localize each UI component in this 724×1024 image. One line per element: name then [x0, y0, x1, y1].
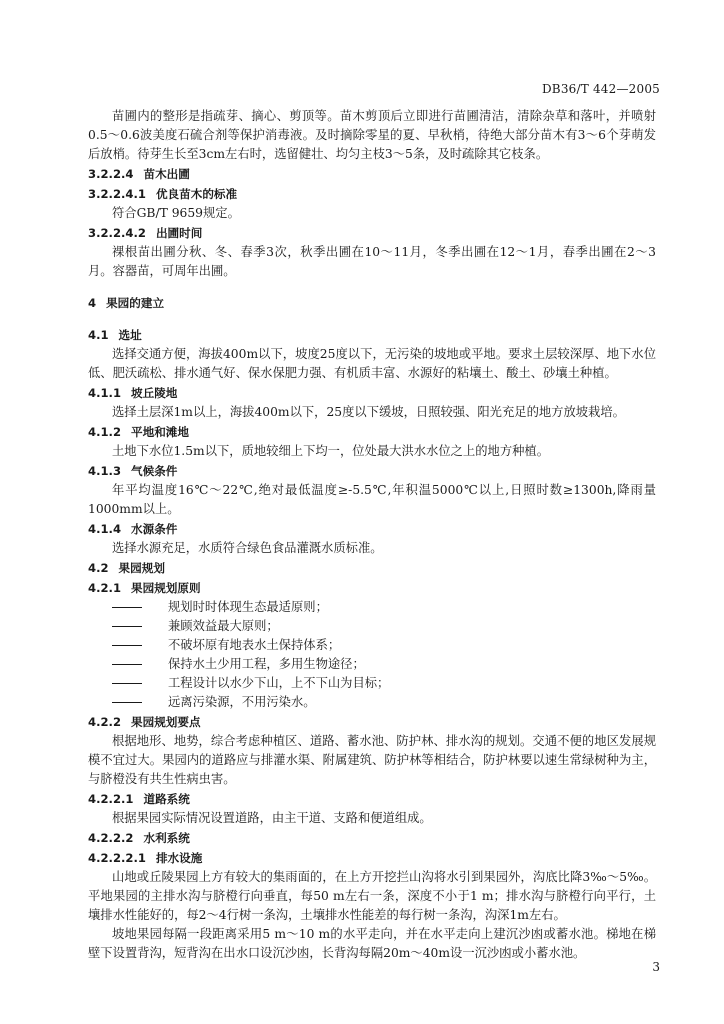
list-item — [88, 655, 656, 674]
section-heading — [88, 185, 656, 204]
section-heading — [88, 423, 656, 442]
section-number: 3.2.2.4.1 — [88, 187, 146, 201]
dash-bullet — [112, 598, 168, 617]
section-title: 水利系统 — [143, 831, 190, 845]
section-heading — [88, 326, 656, 345]
section-number: 4.2.1 — [88, 581, 122, 595]
paragraph: 选择土层深1m以上，海拔400m以下，25度以下缓坡，日照较强、阳光充足的地方放坡栽培。 — [112, 405, 625, 419]
list-item-text: 兼顾效益最大原则； — [168, 619, 279, 633]
section-title: 排水设施 — [155, 851, 203, 865]
list-item-text: 不破坏原有地表水土保持体系； — [168, 638, 341, 652]
list-item — [88, 674, 656, 693]
section-title: 选址 — [118, 328, 142, 342]
list-item-text: 保持水土少用工程，多用生物途径； — [168, 657, 365, 671]
paragraph: 土地下水位1.5m以下，质地较细上下均一，位处最大洪水水位之上的地方种植。 — [112, 444, 550, 458]
document-code-header: DB36/T 442—2005 — [541, 82, 660, 96]
paragraph: 选择交通方便，海拔400m以下，坡度25度以下，无污染的坡地或平地。要求土层较深厚、地下水位低、肥沃疏松、排水通气好、保水保肥力强、有机质丰富、水源好的粘壤土、酸土、砂壤土种植。 — [88, 347, 656, 380]
dash-bullet — [112, 636, 168, 655]
section-heading — [88, 165, 656, 184]
section-title: 道路系统 — [143, 792, 190, 806]
section-heading — [88, 579, 656, 598]
section-title: 气候条件 — [131, 464, 178, 478]
section-number: 3.2.2.4 — [88, 167, 134, 181]
document-body — [88, 107, 656, 963]
section-title: 坡丘陵地 — [131, 386, 178, 400]
paragraph: 选择水源充足，水质符合绿色食品灌溉水质标准。 — [112, 541, 383, 555]
section-number: 4 — [88, 296, 97, 310]
paragraph: 根据果园实际情况设置道路，由主干道、支路和便道组成。 — [112, 811, 432, 825]
section-spacer — [88, 313, 656, 325]
section-number: 4.2 — [88, 561, 109, 575]
list-item — [88, 636, 656, 655]
section-heading — [88, 384, 656, 403]
dash-bullet — [112, 693, 168, 712]
section-title: 果园规划原则 — [131, 581, 201, 595]
list-item — [88, 693, 656, 712]
section-number: 4.1.3 — [88, 464, 122, 478]
section-number: 4.1 — [88, 328, 109, 342]
section-title: 果园规划要点 — [131, 715, 201, 729]
page-number: 3 — [652, 960, 660, 974]
section-heading — [88, 559, 656, 578]
section-title: 果园规划 — [118, 561, 165, 575]
section-title: 果园的建立 — [106, 296, 165, 310]
paragraph: 裸根苗出圃分秋、冬、春季3次，秋季出圃在10～11月，冬季出圃在12～1月，春季出圃在2～3月。容器苗，可周年出圃。 — [88, 245, 656, 278]
list-item-text: 远离污染源，不用污染水。 — [168, 695, 316, 709]
dash-bullet — [112, 617, 168, 636]
section-heading — [88, 520, 656, 539]
section-number: 4.1.2 — [88, 425, 122, 439]
section-heading — [88, 790, 656, 809]
paragraph: 山地或丘陵果园上方有较大的集雨面的，在上方开挖拦山沟将水引到果园外，沟底比降3‰～5‰。平地果园的主排水沟与脐橙行向垂直，每50 m左右一条，深度不小于1 m；排水沟与脐橙行向平行，土壤排水性能好的，每2～4行树一条沟，土壤排水性能差的每行树一条沟，沟深1m左右。 — [88, 870, 656, 922]
list-item — [88, 598, 656, 617]
list-item-text: 规划时时体现生态最适原则； — [168, 600, 328, 614]
section-title: 出圃时间 — [155, 226, 203, 240]
list-item-text: 工程设计以水少下山，上不下山为目标； — [168, 676, 390, 690]
paragraph: 坡地果园每隔一段距离采用5 m～10 m的水平走向，并在水平走向上建沉沙凼或蓄水池。梯地在梯壁下设置背沟，短背沟在出水口设沉沙凼，长背沟每隔20m～40m设一沉沙凼或小蓄水池。 — [88, 927, 656, 960]
dash-bullet — [112, 674, 168, 693]
section-heading — [88, 224, 656, 243]
section-number: 4.2.2 — [88, 715, 122, 729]
list-item — [88, 617, 656, 636]
section-heading — [88, 713, 656, 732]
section-heading — [88, 829, 656, 848]
section-number: 4.1.1 — [88, 386, 122, 400]
section-number: 3.2.2.4.2 — [88, 226, 146, 240]
section-number: 4.1.4 — [88, 522, 122, 536]
paragraph: 年平均温度16℃～22℃,绝对最低温度≥-5.5℃,年积温5000℃以上,日照时数≥1300h,降雨量1000mm以上。 — [88, 483, 656, 516]
section-heading — [88, 462, 656, 481]
section-title: 苗木出圃 — [143, 167, 190, 181]
paragraph: 符合GB/T 9659规定。 — [112, 206, 240, 220]
dash-bullet — [112, 655, 168, 674]
section-title: 平地和滩地 — [131, 425, 189, 439]
paragraph: 根据地形、地势，综合考虑种植区、道路、蓄水池、防护林、排水沟的规划。交通不便的地区发展规模不宜过大。果园内的道路应与排灌水渠、附属建筑、防护林等相结合，防护林要以速生常绿树种为主，与脐橙没有共生性病虫害。 — [88, 734, 656, 786]
section-number: 4.2.2.2 — [88, 831, 134, 845]
section-number: 4.2.2.1 — [88, 792, 134, 806]
section-spacer — [88, 281, 656, 293]
section-title: 优良苗木的标准 — [155, 187, 238, 201]
section-title: 水源条件 — [131, 522, 178, 536]
section-heading — [88, 849, 656, 868]
section-number: 4.2.2.2.1 — [88, 851, 146, 865]
section-heading — [88, 294, 656, 313]
paragraph: 苗圃内的整形是指疏芽、摘心、剪顶等。苗木剪顶后立即进行苗圃清洁，清除杂草和落叶，并喷射0.5～0.6波美度石硫合剂等保护消毒液。及时摘除零星的夏、早秋梢，待绝大部分苗木有3～6个芽萌发后放梢。待芽生长至3cm左右时，选留健壮、均匀主枝3～5条，及时疏除其它枝条。 — [88, 109, 656, 161]
